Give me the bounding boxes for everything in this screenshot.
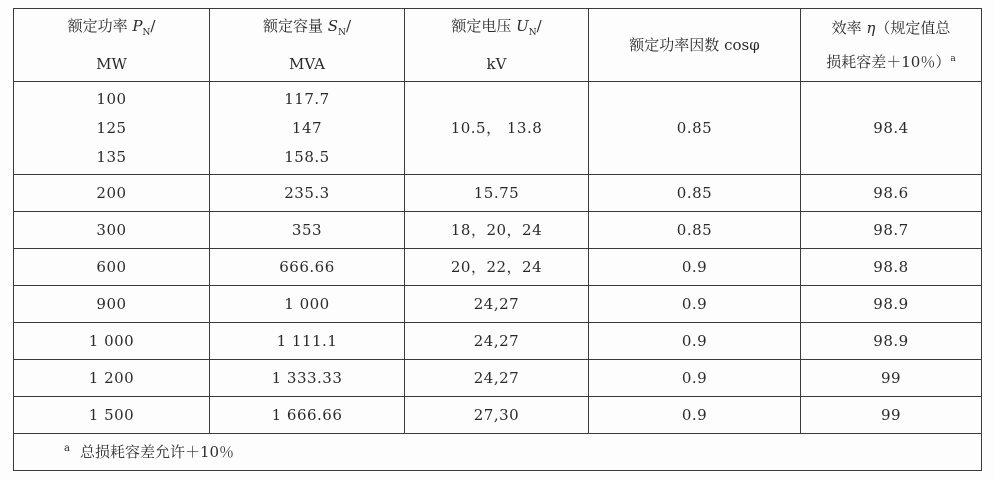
header-power-factor — [589, 9, 801, 82]
header-efficiency — [801, 9, 982, 82]
cell-rated-voltage: 27,30 — [405, 397, 589, 434]
cell-rated-voltage: 20，22，24 — [405, 249, 589, 286]
cell-efficiency: 99 — [801, 360, 982, 397]
cell-rated-capacity: 1 111.1 — [210, 323, 405, 360]
header-rated-power-subscript: N — [142, 27, 151, 38]
table-row — [14, 286, 982, 323]
table-row — [14, 323, 982, 360]
header-efficiency-note-line1: （规定值总 — [875, 18, 951, 37]
header-efficiency-symbol: η — [866, 18, 876, 37]
header-rated-power — [14, 9, 210, 82]
cell-rated-voltage: 24,27 — [405, 360, 589, 397]
cell-rated-power: 1 000 — [14, 323, 210, 360]
cell-rated-capacity: 353 — [210, 212, 405, 249]
cell-rated-power: 135 — [96, 147, 127, 166]
cell-efficiency: 99 — [801, 397, 982, 434]
cell-rated-capacity: 158.5 — [284, 147, 330, 166]
cell-rated-power: 100 — [96, 89, 127, 108]
header-rated-power-unit: MW — [96, 54, 127, 73]
header-rated-capacity-label: 额定容量 — [263, 16, 328, 35]
header-rated-power-symbol: P — [132, 16, 143, 35]
footnote-text: 总损耗容差允许＋10％ — [79, 443, 235, 461]
cell-power-factor: 0.9 — [589, 397, 801, 434]
table-row — [14, 360, 982, 397]
cell-rated-capacity: 147 — [291, 118, 323, 137]
cell-rated-power: 125 — [96, 118, 127, 137]
header-efficiency-note-line2: 损耗容差＋10％） — [826, 52, 951, 71]
cell-power-factor: 0.9 — [589, 360, 801, 397]
cell-rated-voltage: 15.75 — [405, 175, 589, 212]
table-row — [14, 249, 982, 286]
header-rated-voltage-subscript: N — [528, 27, 537, 38]
header-rated-capacity-symbol: S — [327, 16, 339, 35]
header-rated-voltage-slash: / — [536, 16, 542, 35]
table-row — [14, 397, 982, 434]
cell-efficiency: 98.8 — [801, 249, 982, 286]
cell-rated-capacity: 666.66 — [210, 249, 405, 286]
header-rated-voltage-label: 额定电压 — [451, 16, 517, 35]
cell-rated-capacity: 235.3 — [210, 175, 405, 212]
cell-rated-voltage: 10.5， 13.8 — [405, 82, 589, 175]
cell-rated-capacity: 1 333.33 — [210, 360, 405, 397]
cell-rated-power: 900 — [14, 286, 210, 323]
header-rated-voltage — [405, 9, 589, 82]
table-footnote — [14, 434, 982, 471]
header-rated-voltage-symbol: U — [516, 16, 529, 35]
generator-rating-table — [13, 8, 982, 471]
footnote-mark: a — [64, 443, 70, 454]
table-row — [14, 82, 982, 175]
cell-power-factor: 0.85 — [589, 212, 801, 249]
header-rated-voltage-unit: kV — [486, 54, 507, 73]
cell-rated-power: 300 — [14, 212, 210, 249]
table-footnote-row — [14, 434, 982, 471]
table-row — [14, 212, 982, 249]
cell-power-factor: 0.85 — [589, 175, 801, 212]
cell-rated-voltage: 24,27 — [405, 323, 589, 360]
header-rated-power-slash: / — [150, 16, 156, 35]
cell-rated-power: 1 200 — [14, 360, 210, 397]
cell-rated-power: 600 — [14, 249, 210, 286]
header-rated-capacity-subscript: N — [338, 27, 346, 38]
cell-efficiency: 98.4 — [801, 82, 982, 175]
cell-power-factor: 0.9 — [589, 249, 801, 286]
cell-rated-capacity-group — [210, 82, 405, 175]
cell-power-factor: 0.9 — [589, 323, 801, 360]
cell-power-factor: 0.9 — [589, 286, 801, 323]
header-rated-capacity — [210, 9, 405, 82]
header-efficiency-footnote-mark: a — [950, 53, 956, 64]
table-header-row — [14, 9, 982, 82]
cell-efficiency: 98.6 — [801, 175, 982, 212]
cell-efficiency: 98.9 — [801, 323, 982, 360]
cell-rated-capacity: 1 666.66 — [210, 397, 405, 434]
header-power-factor-label: 额定功率因数 cosφ — [629, 35, 760, 54]
cell-power-factor: 0.85 — [589, 82, 801, 175]
header-rated-capacity-unit: MVA — [288, 54, 325, 73]
header-efficiency-label: 效率 — [831, 18, 867, 37]
cell-rated-capacity: 1 000 — [210, 286, 405, 323]
cell-rated-capacity: 117.7 — [284, 89, 330, 108]
cell-efficiency: 98.9 — [801, 286, 982, 323]
cell-rated-power: 1 500 — [14, 397, 210, 434]
cell-rated-power: 200 — [14, 175, 210, 212]
cell-rated-voltage: 18，20，24 — [405, 212, 589, 249]
table-row — [14, 175, 982, 212]
cell-rated-voltage: 24,27 — [405, 286, 589, 323]
cell-efficiency: 98.7 — [801, 212, 982, 249]
cell-rated-power-group — [14, 82, 210, 175]
header-rated-capacity-slash: / — [345, 16, 351, 35]
header-rated-power-label: 额定功率 — [67, 16, 133, 35]
